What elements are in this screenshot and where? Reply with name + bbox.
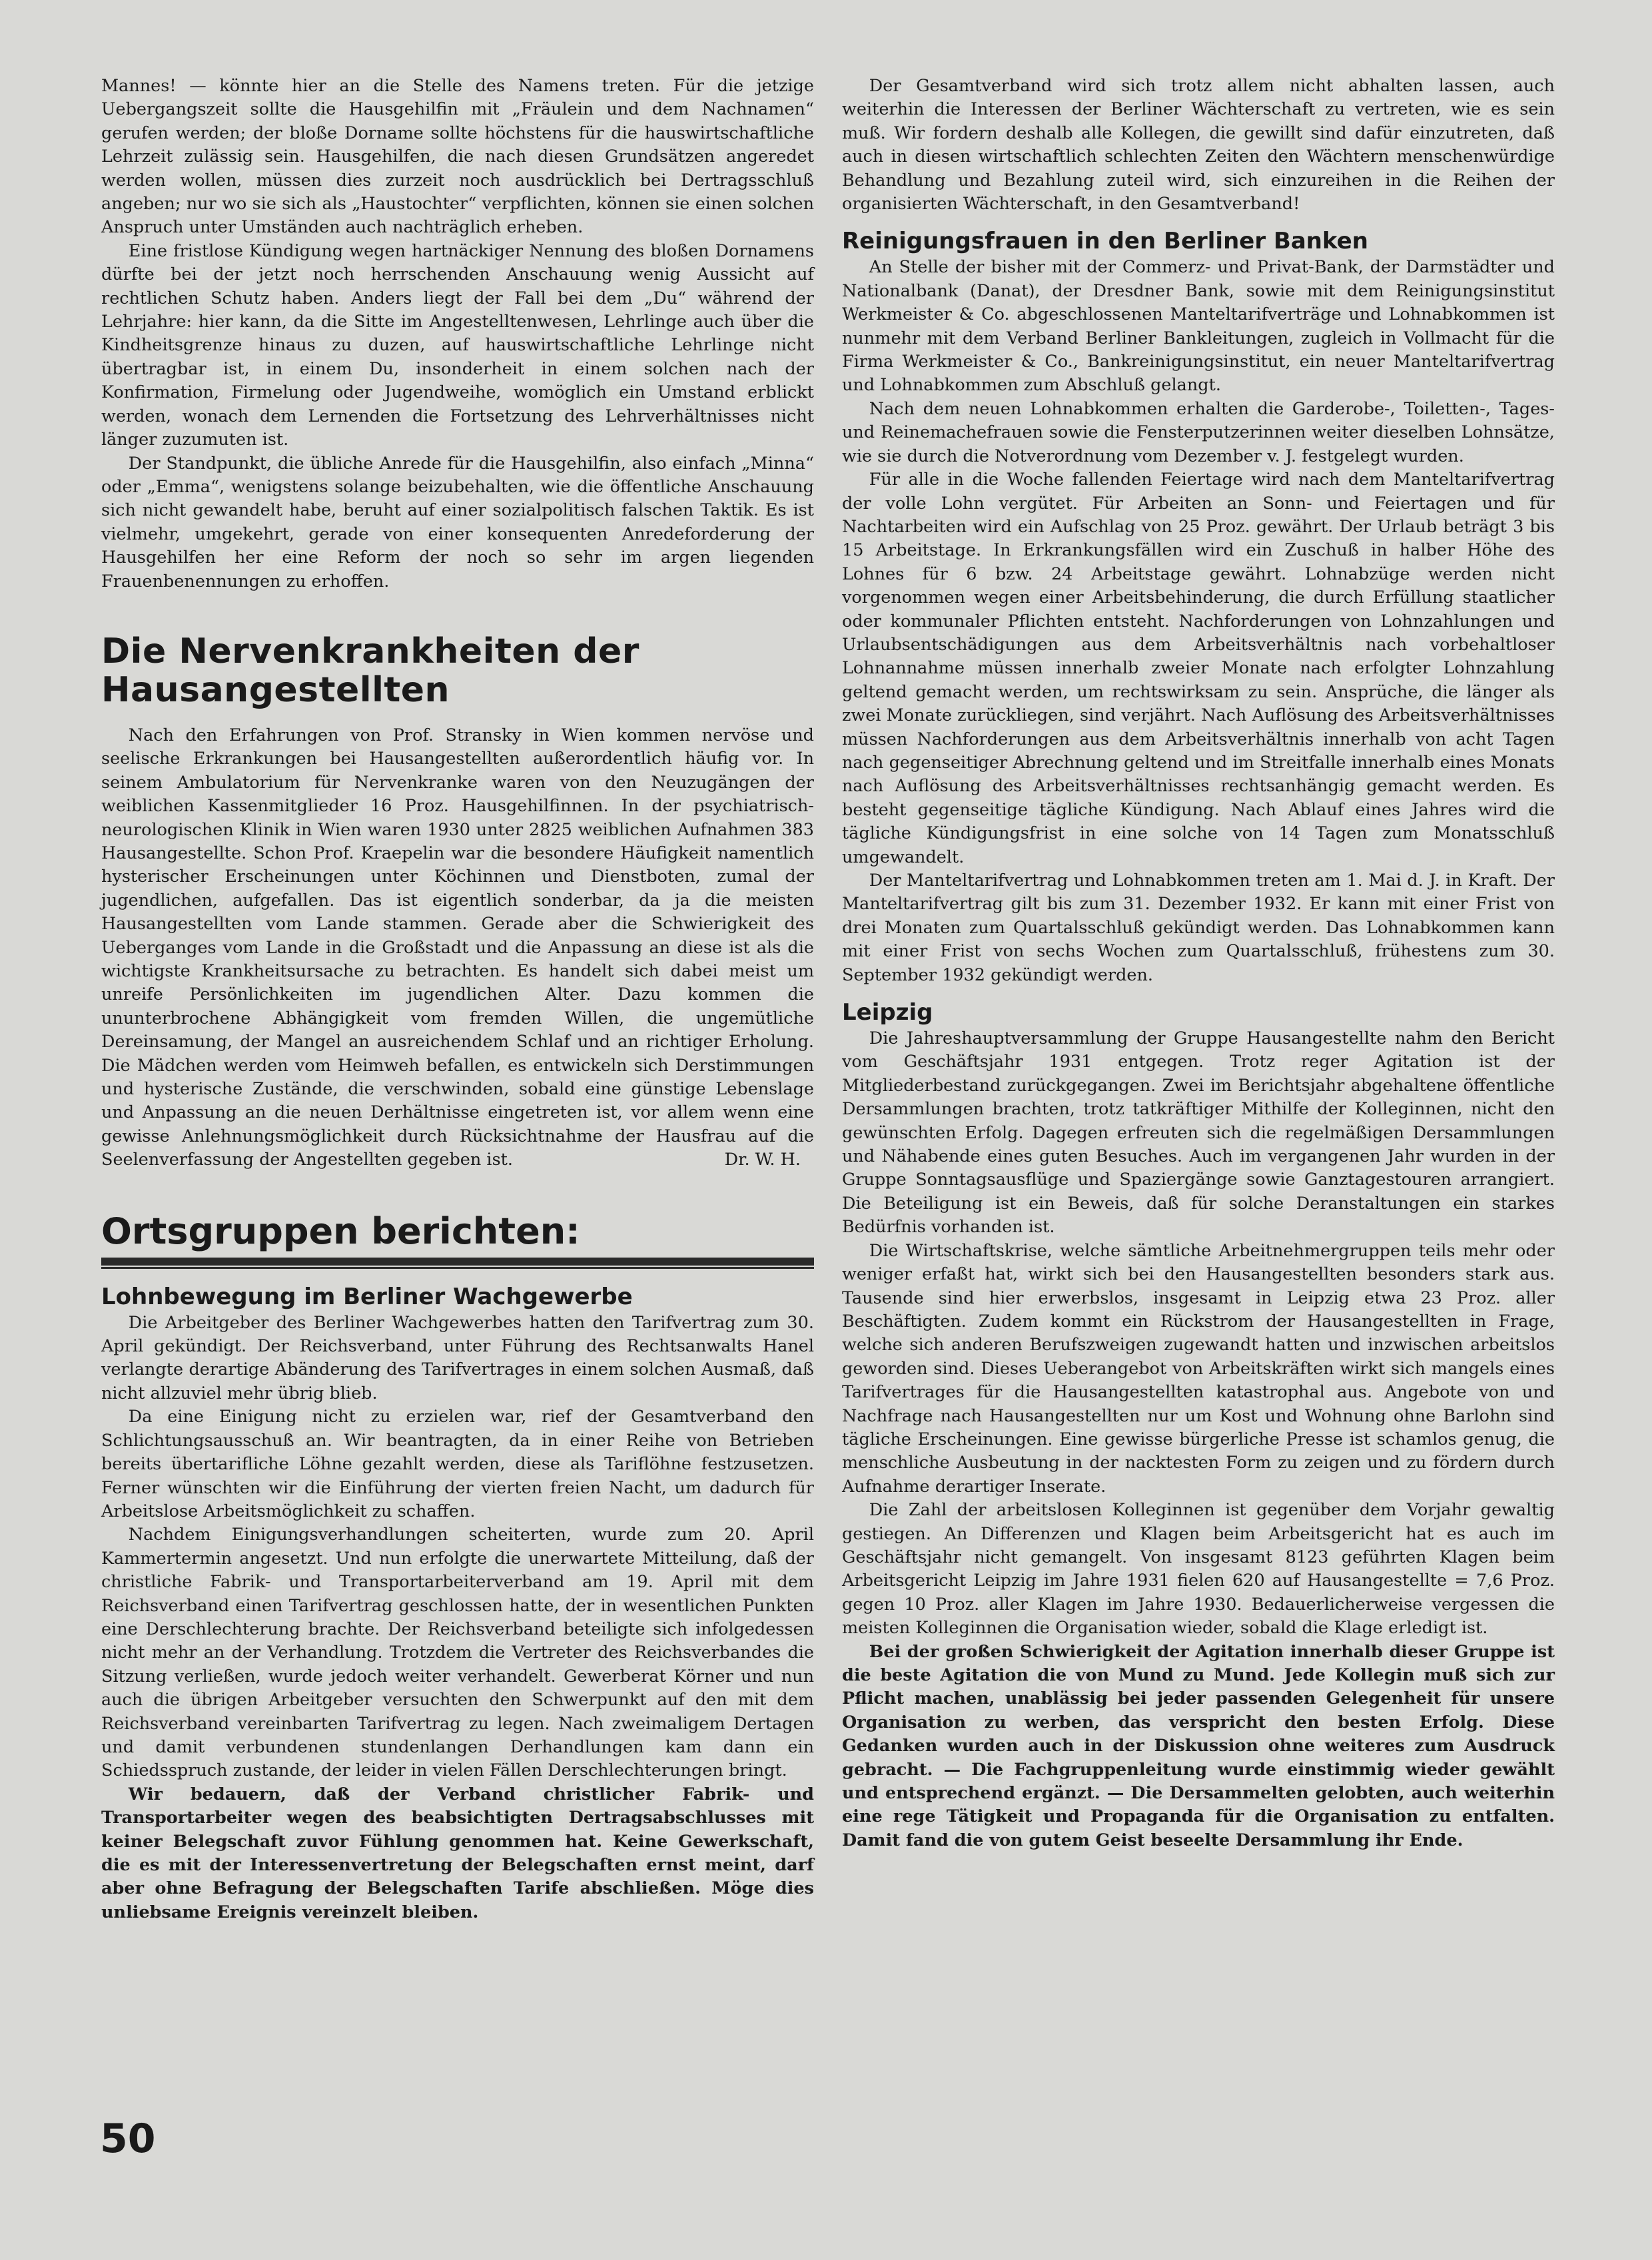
paragraph: Der Gesamtverband wird sich trotz allem nicht abhalten lassen, auch weiterhin die Interessen der Berliner Wächterschaft zu vertreten, wie es sein muß. Wir fordern deshalb alle Kollegen, die gewillt sind dafür einzutreten, daß auch in diesen wirtschaftlich schlechten Zeiten den Wächtern menschenwürdige Behandlung und Bezahlung zuteil wird, sich einzureihen in die Reihen der organisierten Wächterschaft, in den Gesamtverband! [842,76,1555,214]
author-signature: Dr. W. H. [724,1150,801,1170]
paragraph: Eine fristlose Kündigung wegen hartnäckiger Nennung des bloßen Dornamens dürfte bei der jetzt noch herrschenden Anschauung wenig Aussicht auf rechtlichen Schutz haben. Anders liegt der Fall bei dem „Du“ während der Lehrjahre: hier kann, da die Sitte im Angestelltenwesen, Lehrlinge auch über die Kindheitsgrenze hinaus zu duzen, auf hauswirtschaftliche Lehrlinge nicht übertragbar ist, in einem Du, insonderheit in einem solchen nach der Konfirmation, Firmelung oder Jugendweihe, womöglich ein Umstand erblickt werden, wonach dem Lernenden die Fortsetzung des Lehrverhältnisses nicht länger zuzumuten ist. [101,240,814,450]
left-column [101,75,814,1924]
paragraph [101,724,814,1172]
divider-rule [101,1258,814,1266]
paragraph: Wir bedauern, daß der Verband christlicher Fabrik- und Transportarbeiter wegen des beabsichtigten Dertragsabschlusses mit keiner Belegschaft zuvor Fühlung genommen hat. Keine Gewerkschaft, die es mit der Interessenvertretung der Belegschaften ernst meint, darf aber ohne Befragung der Belegschaften Tarife abschließen. Möge dies unliebsame Ereignis vereinzelt bleiben. [101,1784,814,1922]
paragraph: Nachdem Einigungsverhandlungen scheiterten, wurde zum 20. April Kammertermin angesetzt. Und nun erfolgte die unerwartete Mitteilung, daß der christliche Fabrik- und Transportarbeiterverband am 19. April mit dem Reichsverband einen Tarifvertrag geschlossen hatte, der in wesentlichen Punkten eine Derschlechterung brachte. Der Reichsverband beteiligte sich infolgedessen nicht mehr an der Verhandlung. Trotzdem die Vertreter des Reichsverbandes die Sitzung verließen, wurde jedoch weiter verhandelt. Gewerberat Körner und nun auch die übrigen Arbeitgeber versuchten den Schwerpunkt auf den mit dem Reichsverband vereinbarten Tarifvertrag zu legen. Nach zweimaligem Dertagen und damit verbundenen stundenlangen Derhandlungen kam dann ein Schiedsspruch zustande, der leider in vielen Fällen Derschlechterungen bringt. [101,1525,814,1781]
article-heading-reinigungsfrauen: Reinigungsfrauen in den Berliner Banken [842,228,1368,255]
paragraph: Die Wirtschaftskrise, welche sämtliche Arbeitnehmergruppen teils mehr oder weniger erfaßt hat, wirkt sich bei den Hausangestellten besonders stark aus. Tausende sind hier erwerbslos, insgesamt in Leipzig etwa 23 Proz. aller Beschäftigten. Zudem kommt ein Rückstrom der Hausangestellten in Frage, welche sich anderen Berufszweigen zugewandt hatten und inzwischen arbeitslos geworden sind. Dieses Ueberangebot von Arbeitskräften wirkt sich mangels eines Tarifvertrages für die Hausangestellten katastrophal aus. Angebote von und Nachfrage nach Hausangestellten nur um Kost und Wohnung ohne Barlohn sind tägliche Erscheinungen. Eine gewisse bürgerliche Presse ist schamlos genug, die menschliche Ausbeutung in der nacktesten Form zu zeigen und zu fördern durch Aufnahme derartiger Inserate. [842,1240,1555,1497]
article-heading-lohnbewegung: Lohnbewegung im Berliner Wachgewerbe [101,1283,633,1310]
paragraph: Nach dem neuen Lohnabkommen erhalten die Garderobe-, Toiletten-, Tages- und Reinemachefrauen sowie die Fensterputzerinnen weiter dieselben Lohnsätze, wie sie durch die Notverordnung vom Dezember v. J. festgelegt wurden. [842,398,1555,466]
page-number: 50 [100,2115,156,2162]
paragraph: Der Standpunkt, die übliche Anrede für die Hausgehilfin, also einfach „Minna“ oder „Emma“, wenigstens solange beizubehalten, wie die öffentliche Anschauung sich nicht gewandelt habe, beruht auf einer sozialpolitisch falschen Taktik. Es ist vielmehr, umgekehrt, gerade von einer konsequenten Anredeforderung der Hausgehilfen her eine Reform der noch so sehr im argen liegenden Frauenbenennungen zu erhoffen. [101,453,814,591]
article-heading-leipzig: Leipzig [842,999,933,1026]
divider-rule [101,1267,814,1269]
paragraph: Die Zahl der arbeitslosen Kolleginnen ist gegenüber dem Vorjahr gewaltig gestiegen. An Differenzen und Klagen beim Arbeitsgericht hat es auch im Geschäftsjahr nicht gemangelt. Von insgesamt 8123 geführten Klagen beim Arbeitsgericht Leipzig im Jahre 1931 fielen 620 auf Hausangestellte = 7,6 Proz. gegen 10 Proz. aller Klagen im Jahre 1930. Bedauerlicherweise vergessen die meisten Kolleginnen die Organisation wieder, sobald die Klage erledigt ist. [842,1500,1555,1639]
paragraph: An Stelle der bisher mit der Commerz- und Privat-Bank, der Darmstädter und Nationalbank (Danat), der Dresdner Bank, sowie mit dem Reinigungsinstitut Werkmeister & Co. abgeschlossenen Manteltarifverträge und Lohnabkommen ist nunmehr mit dem Verband Berliner Bankleitungen, zugleich in Vollmacht für die Firma Werkmeister & Co., Bankreinigungsinstitut, ein neuer Manteltarifvertrag und Lohnabkommen zum Abschluß gelangt. [842,257,1555,396]
section-heading-ortsgruppen: Ortsgruppen berichten: [101,1210,580,1252]
article-heading-nervenkrankheiten: Die Nervenkrankheiten der Hausangestellten [101,631,639,710]
paragraph-text: Nach den Erfahrungen von Prof. Stransky in Wien kommen nervöse und seelische Erkrankungen bei Hausangestellten außerordentlich häufig vor. In seinem Ambulatorium für Nervenkranke waren von den Neuzugängen der weiblichen Kassenmitglieder 16 Proz. Hausgehilfinnen. In der psychiatrisch-neurologischen Klinik in Wien waren 1930 unter 2825 weiblichen Aufnahmen 383 Hausangestellte. Schon Prof. Kraepelin war die besondere Häufigkeit namentlich hysterischer Erscheinungen unter Köchinnen und Dienstboten, zumal der jugendlichen, aufgefallen. Das ist eigentlich sonderbar, da ja die meisten Hausangestellten vom Lande stammen. Gerade aber die Schwierigkeit des Ueberganges vom Lande in die Großstadt und die Anpassung an diese ist als die wichtigste Krankheitsursache zu betrachten. Es handelt sich dabei meist um unreife Persönlichkeiten im jugendlichen Alter. Dazu kommen die ununterbrochene Abhängigkeit vom fremden Willen, die ungemütliche Dereinsamung, der Mangel an ausreichendem Schlaf und an richtiger Erholung. Die Mädchen werden vom Heimweh befallen, es entwickeln sich Derstimmungen und hysterische Zustände, die verschwinden, sobald eine günstige Lebenslage und Anpassung an die neuen Derhältnisse eingetreten ist, vor allem wenn eine gewisse Anlehnungsmöglichkeit durch Rücksichtnahme der Hausfrau auf die Seelenverfassung der Angestellten gegeben ist. [101,725,814,1170]
paragraph: Der Manteltarifvertrag und Lohnabkommen treten am 1. Mai d. J. in Kraft. Der Manteltarifvertrag gilt bis zum 31. Dezember 1932. Er kann mit einer Frist von drei Monaten zum Quartalsschluß gekündigt werden. Das Lohnabkommen kann mit einer Frist von sechs Wochen zum Quartalsschluß, frühestens zum 30. September 1932 gekündigt werden. [842,871,1555,985]
paragraph: Da eine Einigung nicht zu erzielen war, rief der Gesamtverband den Schlichtungsausschuß an. Wir beantragten, da in einer Reihe von Betrieben bereits übertarifliche Löhne gezahlt werden, diese als Tariflöhne festzusetzen. Ferner wünschten wir die Einführung der vierten freien Nacht, um dadurch für Arbeitslose Arbeitsmöglichkeit zu schaffen. [101,1407,814,1521]
paragraph: Die Arbeitgeber des Berliner Wachgewerbes hatten den Tarifvertrag zum 30. April gekündigt. Der Reichsverband, unter Führung des Rechtsanwalts Hanel verlangte derartige Abänderung des Tarifvertrages in einem solchen Ausmaß, daß nicht allzuviel mehr übrig blieb. [101,1312,814,1403]
paragraph: Mannes! — könnte hier an die Stelle des Namens treten. Für die jetzige Uebergangszeit sollte die Hausgehilfin mit „Fräulein und dem Nachnamen“ gerufen werden; der bloße Dorname sollte höchstens für die hauswirtschaftliche Lehrzeit zulässig sein. Hausgehilfen, die nach diesen Grundsätzen angeredet werden wollen, müssen dies zurzeit noch ausdrücklich bei Dertragsschluß angeben; nur wo sie sich als „Haustochter“ verpflichten, können sie einen solchen Anspruch unter Umständen auch nachträglich erheben. [101,76,814,238]
paragraph: Die Jahreshauptversammlung der Gruppe Hausangestellte nahm den Bericht vom Geschäftsjahr 1931 entgegen. Trotz reger Agitation ist der Mitgliederbestand zurückgegangen. Zwei im Berichtsjahr abgehaltene öffentliche Dersammlungen brachten, trotz tatkräftiger Mithilfe der Kolleginnen, nicht den gewünschten Erfolg. Dagegen erfreuten sich die regelmäßigen Dersammlungen und Nähabende eines guten Besuches. Auch im vergangenen Jahr wurden in der Gruppe Sonntagsausflüge und Spaziergänge sowie Ganztagestouren arrangiert. Die Beteiligung ist ein Beweis, daß für solche Deranstaltungen ein starkes Bedürfnis vorhanden ist. [842,1028,1555,1238]
right-column [842,75,1555,1852]
paragraph: Für alle in die Woche fallenden Feiertage wird nach dem Manteltarifvertrag der volle Lohn vergütet. Für Arbeiten an Sonn- und Feiertagen und für Nachtarbeiten wird ein Aufschlag von 25 Proz. gewährt. Der Urlaub beträgt 3 bis 15 Arbeitstage. In Erkrankungsfällen wird ein Zuschuß in halber Höhe des Lohnes für 6 bzw. 24 Arbeitstage gewährt. Lohnabzüge werden nicht vorgenommen wegen einer Arbeitsbehinderung, die durch Erfüllung staatlicher oder kommunaler Pflichten entsteht. Nachforderungen von Lohnzahlungen und Urlaubsentschädigungen aus dem Arbeitsverhältnis nach vorbehaltloser Lohnannahme müssen innerhalb zweier Monate nach erfolgter Lohnzahlung geltend gemacht werden, um rechtswirksam zu sein. Ansprüche, die länger als zwei Monate zurückliegen, sind verjährt. Nach Auflösung des Arbeitsverhältnisses müssen Nachforderungen aus dem Arbeitsverhältnis innerhalb von acht Tagen nach gegenseitiger Abrechnung geltend und im Streitfalle innerhalb eines Monats nach Auflösung des Arbeitsverhältnisses rechtsanhängig gemacht werden. Es besteht gegenseitige tägliche Kündigung. Nach Ablauf eines Jahres wird die tägliche Kündigungsfrist in eine solche von 14 Tagen zum Monatsschluß umgewandelt. [842,470,1555,867]
paragraph: Bei der großen Schwierigkeit der Agitation innerhalb dieser Gruppe ist die beste Agitation die von Mund zu Mund. Jede Kollegin muß sich zur Pflicht machen, unablässig bei jeder passenden Gelegenheit für unsere Organisation zu werben, das verspricht den besten Erfolg. Diese Gedanken wurden auch in der Diskussion ohne weiteres zum Ausdruck gebracht. — Die Fachgruppenleitung wurde einstimmig wieder gewählt und entsprechend ergänzt. — Die Dersammelten gelobten, auch weiterhin eine rege Tätigkeit und Propaganda für die Organisation zu entfalten. Damit fand die von gutem Geist beseelte Dersammlung ihr Ende. [842,1641,1555,1850]
